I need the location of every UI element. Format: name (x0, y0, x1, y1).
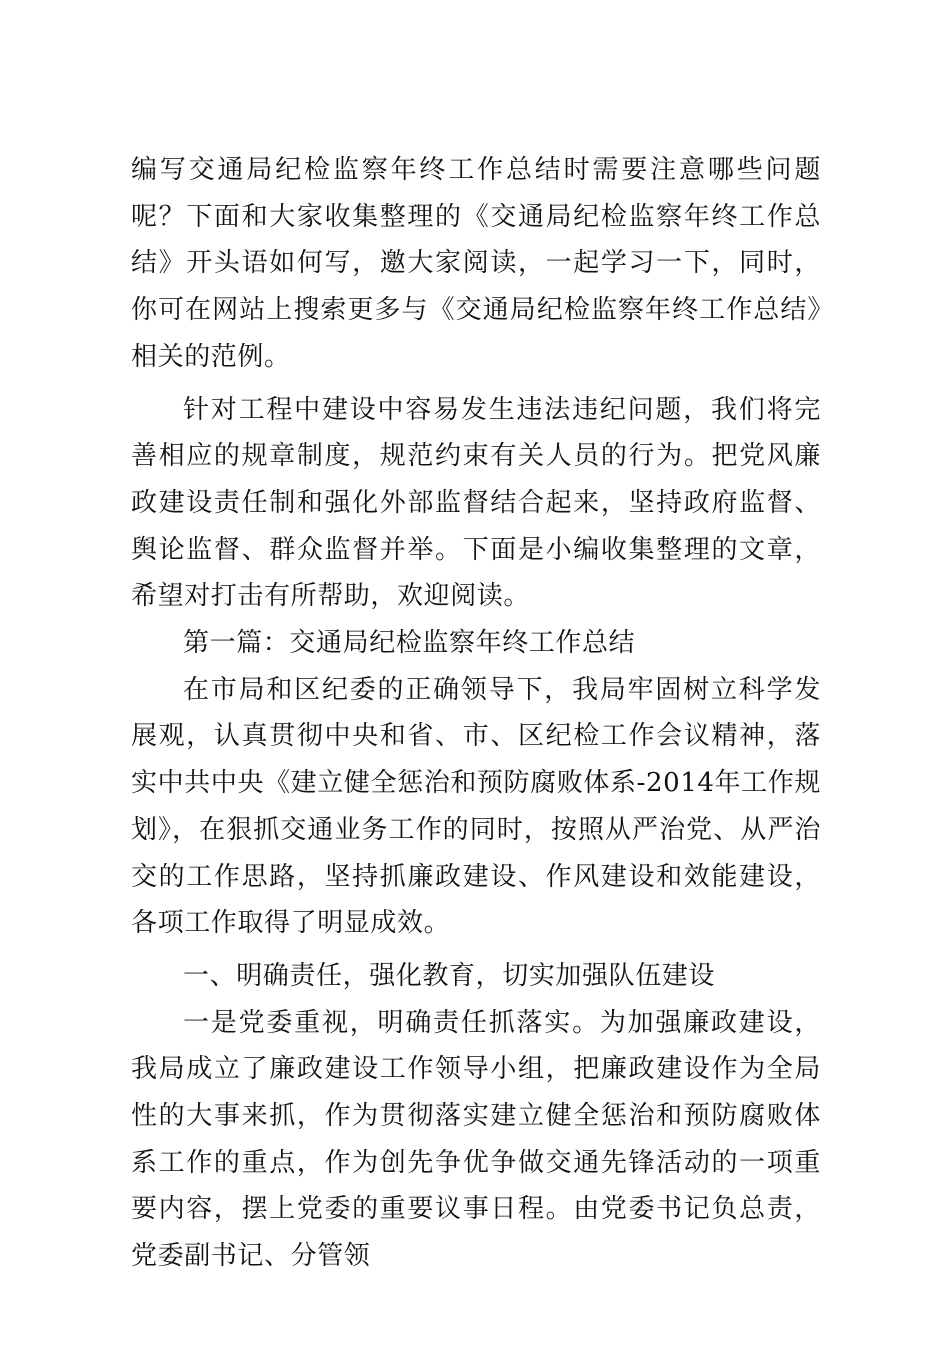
chapter-heading: 第一篇：交通局纪检监察年终工作总结 (183, 628, 636, 659)
section-heading-1: 一、明确责任，强化教育，切实加强队伍建设 (183, 960, 716, 991)
document-body (131, 147, 821, 1280)
body-paragraph-1: 在市局和区纪委的正确领导下，我局牢固树立科学发展观，认真贯彻中央和省、市、区纪检工作会议精神，落实中共中央《建立健全惩治和预防腐败体系-2014年工作规划》，在狠抓交通业务工作的同时，按照从严治党、从严治交的工作思路，坚持抓廉政建设、作风建设和效能建设，各项工作取得了明显成效。 (131, 674, 821, 939)
body-paragraph-2: 一是党委重视，明确责任抓落实。为加强廉政建设，我局成立了廉政建设工作领导小组，把廉政建设作为全局性的大事来抓，作为贯彻落实建立健全惩治和预防腐败体系工作的重点，作为创先争优争做交通先锋活动的一项重要内容，摆上党委的重要议事日程。由党委书记负总责，党委副书记、分管领 (131, 1007, 821, 1272)
intro-paragraph: 编写交通局纪检监察年终工作总结时需要注意哪些问题呢？下面和大家收集整理的《交通局纪检监察年终工作总结》开头语如何写，邀大家阅读，一起学习一下，同时，你可在网站上搜索更多与《交通局纪检监察年终工作总结》相关的范例。 (131, 155, 821, 372)
preface-paragraph: 针对工程中建设中容易发生违法违纪问题，我们将完善相应的规章制度，规范约束有关人员的行为。把党风廉政建设责任制和强化外部监督结合起来，坚持政府监督、舆论监督、群众监督并举。下面是小编收集整理的文章，希望对打击有所帮助，欢迎阅读。 (131, 394, 821, 612)
